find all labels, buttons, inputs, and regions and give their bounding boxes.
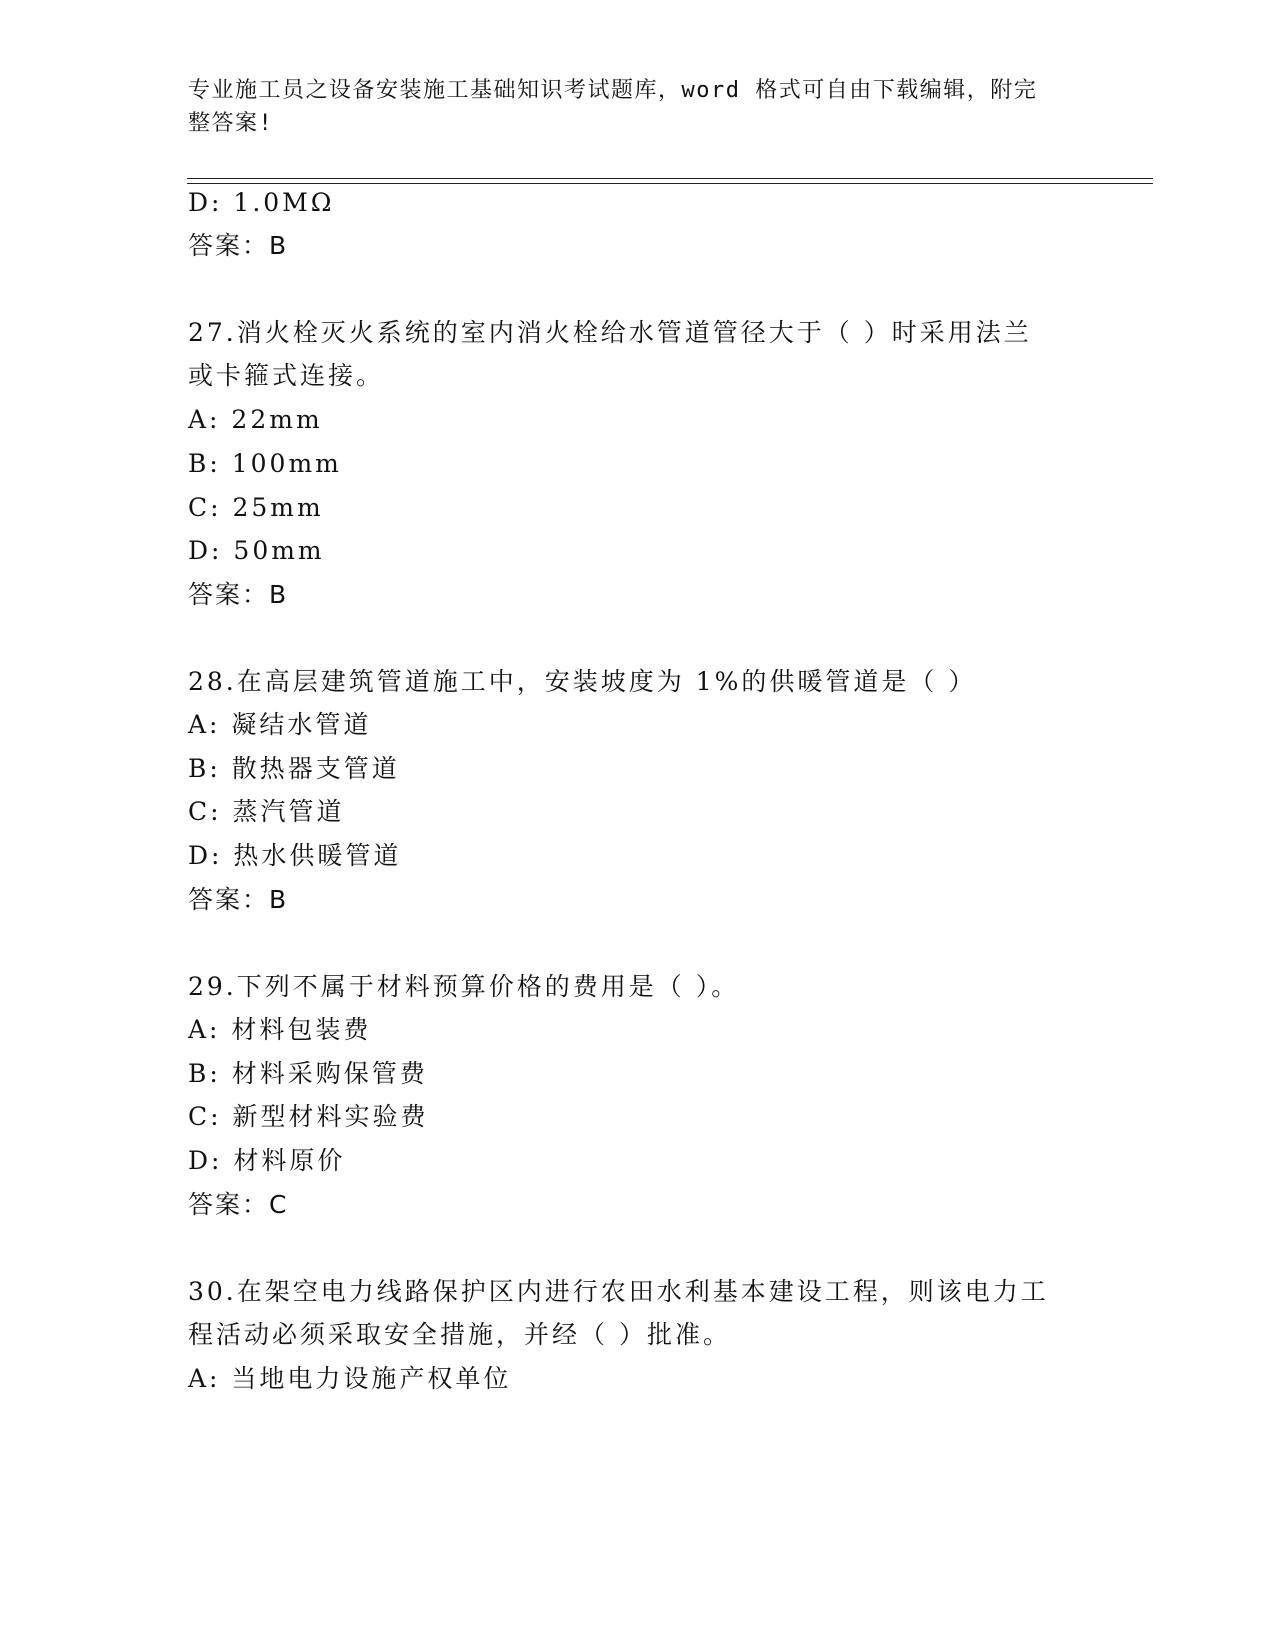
question-27-option-b: B: 100mm — [188, 449, 342, 478]
question-28-stem-line-1: 28.在高层建筑管道施工中，安装坡度为 1%的供暖管道是（ ） — [188, 667, 977, 696]
question-29-option-d: D: 材料原价 — [188, 1146, 346, 1175]
question-28-option-c: C: 蒸汽管道 — [188, 797, 345, 826]
question-28-option-a: A: 凝结水管道 — [188, 710, 372, 739]
question-27-stem-line-1: 27.消火栓灭火系统的室内消火栓给水管道管径大于（ ）时采用法兰 — [188, 318, 1032, 347]
question-30-stem-line-2: 程活动必须采取安全措施，并经（ ）批准。 — [188, 1320, 731, 1349]
question-28-option-d: D: 热水供暖管道 — [188, 841, 402, 870]
question-29-stem-line-1: 29.下列不属于材料预算价格的费用是（ ）。 — [188, 972, 740, 1001]
prev-answer: 答案：B — [188, 231, 289, 260]
question-27-option-a: A: 22mm — [188, 405, 323, 434]
question-29-option-b: B: 材料采购保管费 — [188, 1059, 428, 1088]
question-30-option-a: A: 当地电力设施产权单位 — [188, 1364, 512, 1393]
question-29-option-c: C: 新型材料实验费 — [188, 1102, 429, 1131]
document-header — [188, 74, 1088, 140]
question-29-option-a: A: 材料包装费 — [188, 1015, 372, 1044]
header-line-2: 整答案! — [188, 111, 274, 136]
question-28-option-b: B: 散热器支管道 — [188, 754, 400, 783]
header-line-1: 专业施工员之设备安装施工基础知识考试题库，word 格式可自由下载编辑，附完 — [188, 78, 1038, 103]
question-29-answer: 答案：C — [188, 1190, 289, 1219]
header-divider-top — [187, 178, 1153, 179]
prev-option-d: D: 1.0MΩ — [188, 188, 335, 217]
question-27-stem-line-2: 或卡箍式连接。 — [188, 361, 385, 390]
header-divider-bottom — [187, 183, 1153, 184]
question-27-option-d: D: 50mm — [188, 536, 325, 565]
question-27-answer: 答案：B — [188, 580, 289, 609]
question-28-answer: 答案：B — [188, 885, 289, 914]
question-27-option-c: C: 25mm — [188, 493, 324, 522]
question-30-stem-line-1: 30.在架空电力线路保护区内进行农田水利基本建设工程，则该电力工 — [188, 1277, 1049, 1306]
